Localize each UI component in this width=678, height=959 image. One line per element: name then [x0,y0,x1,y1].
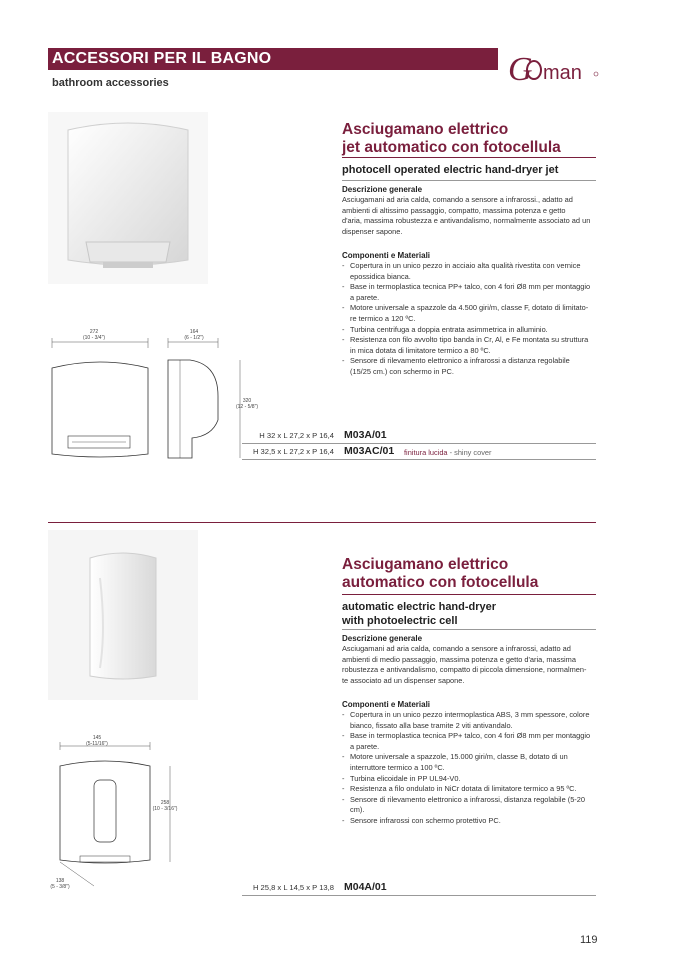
product2-depth-label: 138 (5 - 3/8") [50,878,70,890]
list-item: - Motore universale a spazzole da 4.500 giri/m, classe F, dotato di limitato- re termico a 120 ºC. [342,303,604,324]
product1-height-label: 320 (12 - 5/8") [235,398,259,410]
product2-variant1-size: H 25,8 x L 14,5 x P 13,8 [252,883,334,892]
product1-variant1-rule [242,443,596,444]
list-item: - Resistenza a filo ondulato in NiCr dotata di limitatore termico a 95 ºC. [342,784,604,795]
product1-components [342,261,604,378]
page-subtitle: bathroom accessories [52,77,169,89]
product1-width-label: 272 (10 - 3/4") [82,329,106,341]
product2-height-label: 258 (10 - 3/16") [152,800,178,812]
list-item: - Sensore di rilevamento elettronico a infrarossi a distanza regolabile (15/25 cm.) con schermo in PC. [342,356,604,377]
list-item: - Sensore infrarossi con schermo protettivo PC. [342,816,604,827]
product1-title: Asciugamano elettrico jet automatico con fotocellula [342,121,561,156]
product1-variant2-code: M03AC/01 [344,445,395,457]
product1-variant1-size: H 32 x L 27,2 x P 16,4 [259,431,334,440]
product2-photo [48,530,198,700]
product2-variant1-code: M04A/01 [344,881,387,893]
page-number: 119 [580,934,598,946]
logo-man-text: man [543,62,582,84]
list-item: - Motore universale a spazzole, 15.000 giri/m, classe B, dotato di un interruttore termico a 100 ºC. [342,752,604,773]
product2-desc: Asciugamani ad aria calda, comando a sensore a infrarossi, adatto ad ambienti di medio passaggio, massima potenza e getto d'aria, massima robustezza e antivandalismo, compatto di piccola dimensione, normalmen- te associato ad un dispenser sapone. [342,644,587,685]
product1-subtitle: photocell operated electric hand-dryer jet [342,164,559,176]
product2-title-rule [342,594,596,595]
list-item: - Turbina centrifuga a doppia entrata asimmetrica in alluminio. [342,325,604,336]
list-item: - Copertura in un unico pezzo intermoplastica ABS, 3 mm spessore, colore bianco, fissato alla base tramite 2 viti antivandalo. [342,710,604,731]
list-item: - Base in termoplastica tecnica PP+ talco, con 4 fori Ø8 mm per montaggio a parete. [342,282,604,303]
product1-variant1-code: M03A/01 [344,429,387,441]
product2-title: Asciugamano elettrico automatico con fotocellula [342,556,539,591]
list-item: - Copertura in un unico pezzo in acciaio alta qualità rivestita con vernice epossidica bianca. [342,261,604,282]
product1-subtitle-rule [342,180,596,181]
product2-width-label: 145 (5-11/16") [86,735,108,747]
list-item: - Sensore di rilevamento elettronico a infrarossi, distanza regolabile (5-20 cm). [342,795,604,816]
list-item: - Resistenza con filo avvolto tipo banda in Cr, Al, e Fe montata su struttura in mica dotata di limitatore termico a 80 ºC. [342,335,604,356]
product1-variant2-size: H 32,5 x L 27,2 x P 16,4 [252,447,334,456]
product2-variant1-rule [242,895,596,896]
product2-subtitle: automatic electric hand-dryer with photoelectric cell [342,601,497,627]
logo-g-glyph: G [508,51,533,88]
section-divider [48,522,596,523]
product2-comp-heading: Componenti e Materiali [342,700,431,709]
product2-desc-heading: Descrizione generale [342,634,423,643]
page-title: ACCESSORI PER IL BAGNO [52,50,272,67]
product2-drawing [40,736,200,896]
product2-subtitle-rule [342,629,596,630]
product1-comp-heading: Componenti e Materiali [342,251,431,260]
list-item: - Base in termoplastica tecnica PP+ talco, con 4 fori Ø8 mm per montaggio a parete. [342,731,604,752]
product2-components [342,710,604,827]
product1-variant2-finish: finitura lucida - shiny cover [404,448,492,457]
product1-photo [48,112,208,284]
brand-logo [506,48,606,94]
product1-variant2-rule [242,459,596,460]
product1-desc-heading: Descrizione generale [342,185,423,194]
registered-mark-icon [594,72,598,76]
product1-title-rule [342,157,596,158]
product1-depth-label: 164 (6 - 1/2") [184,329,204,341]
list-item: - Turbina elicoidale in PP UL94-V0. [342,774,604,785]
product1-drawing [40,326,280,466]
product1-desc: Asciugamani ad aria calda, comando a sensore a infrarossi., adatto ad ambienti di altissimo passaggio, compatto, massima potenza e getto d'aria, massima robustezza e antivandalismo, normalmente associato ad un dispenser sapone. [342,195,591,236]
